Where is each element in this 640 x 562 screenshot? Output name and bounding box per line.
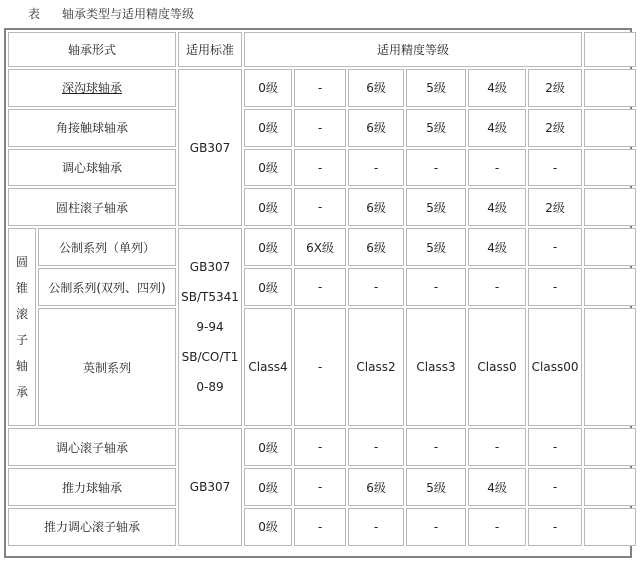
standard-cell: GB307 — [178, 69, 242, 227]
grade-cell: 6级 — [348, 228, 404, 266]
table-row — [8, 228, 636, 266]
grade-cell: 4级 — [468, 188, 526, 226]
grade-cell: - — [406, 149, 466, 187]
grade-cell: Class4 — [244, 308, 292, 426]
bearing-name: 公制系列(双列、四列) — [38, 268, 176, 306]
grade-cell: Class3 — [406, 308, 466, 426]
grade-cell: 6级 — [348, 188, 404, 226]
empty-cell — [584, 188, 636, 226]
grade-cell: 6X级 — [294, 228, 346, 266]
empty-cell — [584, 468, 636, 506]
grade-cell: - — [528, 508, 582, 546]
bearing-name: 调心球轴承 — [8, 149, 176, 187]
bearing-name: 推力球轴承 — [8, 468, 176, 506]
empty-cell — [584, 69, 636, 107]
bearing-name: 推力调心滚子轴承 — [8, 508, 176, 546]
grade-cell: - — [468, 268, 526, 306]
grade-cell: - — [348, 508, 404, 546]
grade-cell: 2级 — [528, 109, 582, 147]
header-standard: 适用标准 — [178, 32, 242, 67]
grade-cell: 5级 — [406, 468, 466, 506]
bearing-name: 英制系列 — [38, 308, 176, 426]
table-caption — [0, 0, 640, 28]
grade-cell: 0级 — [244, 188, 292, 226]
caption-title: 轴承类型与适用精度等级 — [62, 7, 195, 21]
grade-cell: - — [294, 188, 346, 226]
bearing-name: 公制系列（单列） — [38, 228, 176, 266]
empty-cell — [584, 508, 636, 546]
grade-cell: 2级 — [528, 188, 582, 226]
table-row — [8, 69, 636, 107]
grade-cell: 0级 — [244, 428, 292, 466]
grade-cell: - — [528, 228, 582, 266]
bearing-name: 角接触球轴承 — [8, 109, 176, 147]
grade-cell: 0级 — [244, 149, 292, 187]
grade-cell: 5级 — [406, 188, 466, 226]
bearing-name: 调心滚子轴承 — [8, 428, 176, 466]
grade-cell: - — [294, 308, 346, 426]
grade-cell: - — [528, 149, 582, 187]
table-row — [8, 468, 636, 506]
grade-cell: - — [294, 428, 346, 466]
grade-cell: - — [294, 109, 346, 147]
empty-cell — [584, 308, 636, 426]
table-row — [8, 109, 636, 147]
grade-cell: - — [528, 428, 582, 466]
grade-cell: 6级 — [348, 468, 404, 506]
grade-cell: 0级 — [244, 228, 292, 266]
header-empty-cell — [584, 32, 636, 67]
grade-cell: - — [406, 268, 466, 306]
grade-cell: - — [294, 149, 346, 187]
grade-cell: 0级 — [244, 69, 292, 107]
table-row — [8, 308, 636, 426]
table-row — [8, 188, 636, 226]
grade-cell: 5级 — [406, 69, 466, 107]
grade-cell: - — [348, 149, 404, 187]
grade-cell: - — [348, 428, 404, 466]
header-row — [8, 32, 636, 67]
bearing-name-link[interactable]: 深沟球轴承 — [8, 69, 176, 107]
grade-cell: 4级 — [468, 69, 526, 107]
grade-cell: - — [406, 428, 466, 466]
grade-cell: - — [294, 69, 346, 107]
grade-cell: Class0 — [468, 308, 526, 426]
grade-cell: 5级 — [406, 228, 466, 266]
grade-cell: 0级 — [244, 109, 292, 147]
grade-cell: - — [468, 508, 526, 546]
bearing-name: 圆柱滚子轴承 — [8, 188, 176, 226]
standard-cell: GB307 SB/T5341 9-94 SB/CO/T1 0-89 — [178, 228, 242, 426]
grade-cell: - — [528, 268, 582, 306]
grade-cell: - — [348, 268, 404, 306]
table-row — [8, 508, 636, 546]
grade-cell: - — [468, 149, 526, 187]
standard-cell: GB307 — [178, 428, 242, 546]
grade-cell: - — [294, 268, 346, 306]
bearing-precision-table — [6, 30, 638, 548]
grade-cell: - — [528, 468, 582, 506]
empty-cell — [584, 268, 636, 306]
empty-cell — [584, 149, 636, 187]
grade-cell: 5级 — [406, 109, 466, 147]
grade-cell: 4级 — [468, 109, 526, 147]
grade-cell: - — [468, 428, 526, 466]
grade-cell: 0级 — [244, 468, 292, 506]
header-bearing-type: 轴承形式 — [8, 32, 176, 67]
header-grades: 适用精度等级 — [244, 32, 582, 67]
grade-cell: Class2 — [348, 308, 404, 426]
grade-cell: Class00 — [528, 308, 582, 426]
grade-cell: 0级 — [244, 268, 292, 306]
grade-cell: 6级 — [348, 109, 404, 147]
empty-cell — [584, 109, 636, 147]
grade-cell: 2级 — [528, 69, 582, 107]
tapered-roller-group-label: 圆 锥 滚 子 轴 承 — [8, 228, 36, 426]
empty-cell — [584, 428, 636, 466]
grade-cell: 4级 — [468, 228, 526, 266]
empty-cell — [584, 228, 636, 266]
grade-cell: 0级 — [244, 508, 292, 546]
grade-cell: - — [406, 508, 466, 546]
table-row — [8, 428, 636, 466]
grade-cell: 4级 — [468, 468, 526, 506]
table-row — [8, 149, 636, 187]
table-row — [8, 268, 636, 306]
grade-cell: 6级 — [348, 69, 404, 107]
caption-label: 表 — [28, 7, 41, 21]
grade-cell: - — [294, 468, 346, 506]
grade-cell: - — [294, 508, 346, 546]
